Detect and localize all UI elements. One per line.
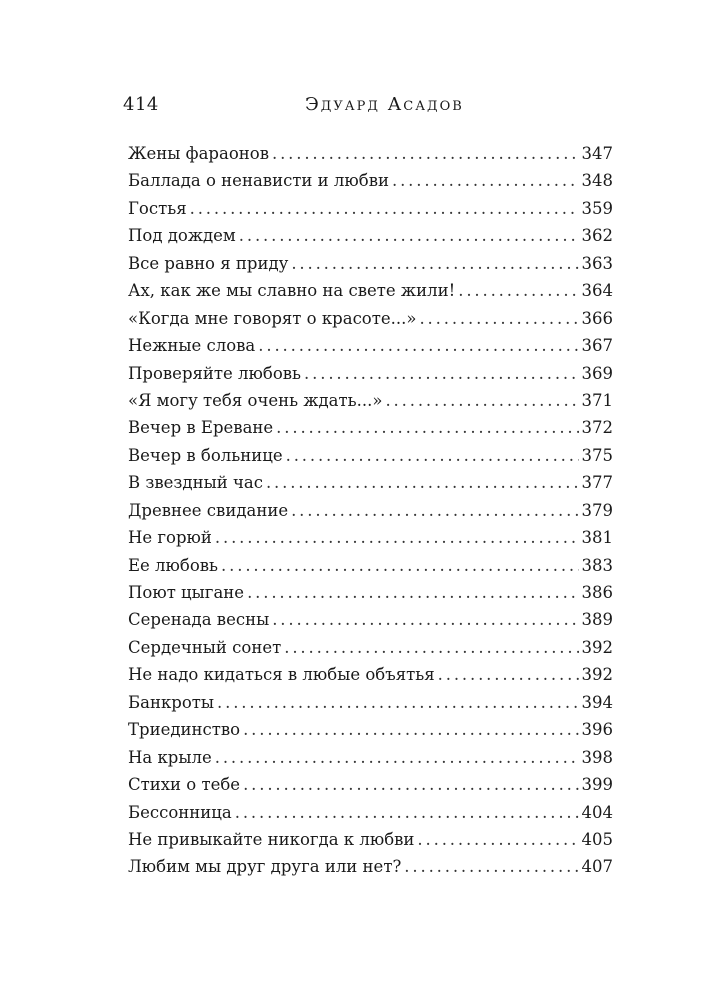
toc-entry-page-number: 394 [581, 692, 613, 712]
dot-leader [417, 830, 578, 849]
dot-leader [217, 693, 578, 712]
toc-entry-title: Гостья [128, 198, 187, 218]
toc-entry-title: Поют цыгане [128, 583, 245, 602]
toc-entry [128, 583, 613, 610]
dot-leader [458, 281, 578, 300]
dot-leader [221, 556, 578, 575]
dot-leader [291, 501, 578, 520]
toc-entry [128, 720, 613, 747]
dot-leader [419, 309, 578, 328]
toc-entry [128, 610, 613, 637]
toc-entry-title: Под дождем [128, 226, 236, 246]
toc-entry [128, 364, 613, 391]
toc-entry-page-number: 381 [581, 528, 613, 548]
dot-leader [272, 144, 579, 163]
toc-entry-title: Не горюй [128, 528, 212, 548]
dot-leader [291, 254, 578, 273]
toc-entry-title: Любим мы друг друга или нет? [128, 857, 402, 877]
dot-leader [215, 528, 579, 547]
toc-entry [128, 665, 613, 692]
toc-entry [128, 226, 613, 253]
dot-leader [215, 748, 579, 767]
dot-leader [247, 583, 578, 602]
dot-leader [276, 418, 578, 437]
toc-entry-title: Не надо кидаться в любые объятья [128, 665, 435, 685]
toc-entry-page-number: 379 [581, 500, 613, 520]
toc-entry-title: Сердечный сонет [128, 637, 282, 657]
toc-entry-title: На крыле [128, 747, 212, 767]
dot-leader [243, 720, 578, 739]
toc-entry-title: Баллада о ненависти и любви [128, 171, 389, 191]
toc-entry-page-number: 407 [581, 857, 613, 877]
toc-entry-title: Триединство [128, 720, 241, 740]
toc-entry-title: Не привыкайте никогда к любви [128, 829, 415, 849]
dot-leader [284, 638, 578, 657]
toc-entry-page-number: 362 [581, 226, 613, 246]
toc-entry-page-number: 347 [581, 144, 613, 163]
dot-leader [304, 364, 578, 383]
toc-entry-title: Жены фараонов [128, 144, 269, 163]
toc-entry-title: Серенада весны [128, 610, 270, 630]
running-head-author: Эдуард Асадов [305, 94, 464, 115]
toc-entry [128, 446, 613, 473]
dot-leader [243, 775, 578, 794]
toc-entry-page-number: 389 [581, 610, 613, 630]
toc-entry [128, 693, 613, 720]
toc-entry [128, 775, 613, 802]
toc-entry-title: Все равно я приду [128, 253, 289, 273]
toc-entry-title: Банкроты [128, 692, 215, 712]
toc-entry-page-number: 372 [581, 418, 613, 438]
toc-entry-page-number: 392 [581, 637, 613, 657]
toc-entry-page-number: 396 [581, 720, 613, 740]
toc-entry [128, 528, 613, 555]
page-header [123, 94, 613, 120]
toc-entry-page-number: 377 [581, 473, 613, 493]
toc-entry [128, 391, 613, 418]
toc-entry-page-number: 405 [581, 829, 613, 849]
toc-entry [128, 309, 613, 336]
toc-entry-page-number: 348 [581, 171, 613, 191]
toc-entry-title: «Я могу тебя очень ждать...» [128, 390, 383, 410]
toc-entry [128, 473, 613, 500]
toc-entry-title: В звездный час [128, 473, 263, 493]
dot-leader [392, 171, 579, 190]
table-of-contents [128, 144, 613, 885]
toc-entry [128, 748, 613, 775]
dot-leader [404, 857, 578, 876]
toc-entry-title: Нежные слова [128, 336, 256, 356]
dot-leader [258, 336, 578, 355]
toc-entry-page-number: 404 [581, 802, 613, 822]
toc-entry-page-number: 383 [581, 555, 613, 575]
toc-entry-page-number: 363 [581, 253, 613, 273]
dot-leader [235, 803, 579, 822]
toc-entry-page-number: 386 [581, 583, 613, 602]
toc-entry [128, 556, 613, 583]
toc-entry-title: Проверяйте любовь [128, 363, 302, 383]
toc-entry [128, 254, 613, 281]
toc-entry [128, 638, 613, 665]
toc-entry-page-number: 366 [581, 308, 613, 328]
page-number: 414 [123, 94, 159, 115]
toc-entry-title: Бессонница [128, 802, 232, 822]
toc-entry [128, 803, 613, 830]
toc-entry-page-number: 399 [581, 775, 613, 795]
toc-entry-title: Вечер в больнице [128, 445, 283, 465]
toc-entry-page-number: 367 [581, 336, 613, 356]
dot-leader [239, 226, 579, 245]
toc-entry [128, 418, 613, 445]
toc-entry [128, 501, 613, 528]
toc-entry [128, 171, 613, 198]
toc-entry [128, 281, 613, 308]
dot-leader [385, 391, 578, 410]
toc-entry-page-number: 392 [581, 665, 613, 685]
toc-entry [128, 336, 613, 363]
toc-entry-title: Древнее свидание [128, 500, 289, 520]
dot-leader [266, 473, 579, 492]
toc-entry-title: Стихи о тебе [128, 775, 241, 795]
dot-leader [438, 665, 579, 684]
toc-entry-page-number: 369 [581, 363, 613, 383]
dot-leader [190, 199, 579, 218]
toc-entry-page-number: 375 [581, 445, 613, 465]
toc-entry-title: «Когда мне говорят о красоте...» [128, 308, 417, 328]
toc-entry-page-number: 371 [581, 390, 613, 410]
toc-entry-title: Ах, как же мы славно на свете жили! [128, 281, 456, 301]
dot-leader [272, 610, 578, 629]
toc-entry-page-number: 359 [581, 198, 613, 218]
toc-entry [128, 199, 613, 226]
toc-entry-title: Вечер в Ереване [128, 418, 274, 438]
toc-entry-title: Ее любовь [128, 555, 219, 575]
toc-entry [128, 830, 613, 857]
toc-entry-page-number: 398 [581, 747, 613, 767]
toc-entry-page-number: 364 [581, 281, 613, 301]
dot-leader [286, 446, 579, 465]
toc-entry [128, 857, 613, 884]
toc-entry [128, 144, 613, 171]
